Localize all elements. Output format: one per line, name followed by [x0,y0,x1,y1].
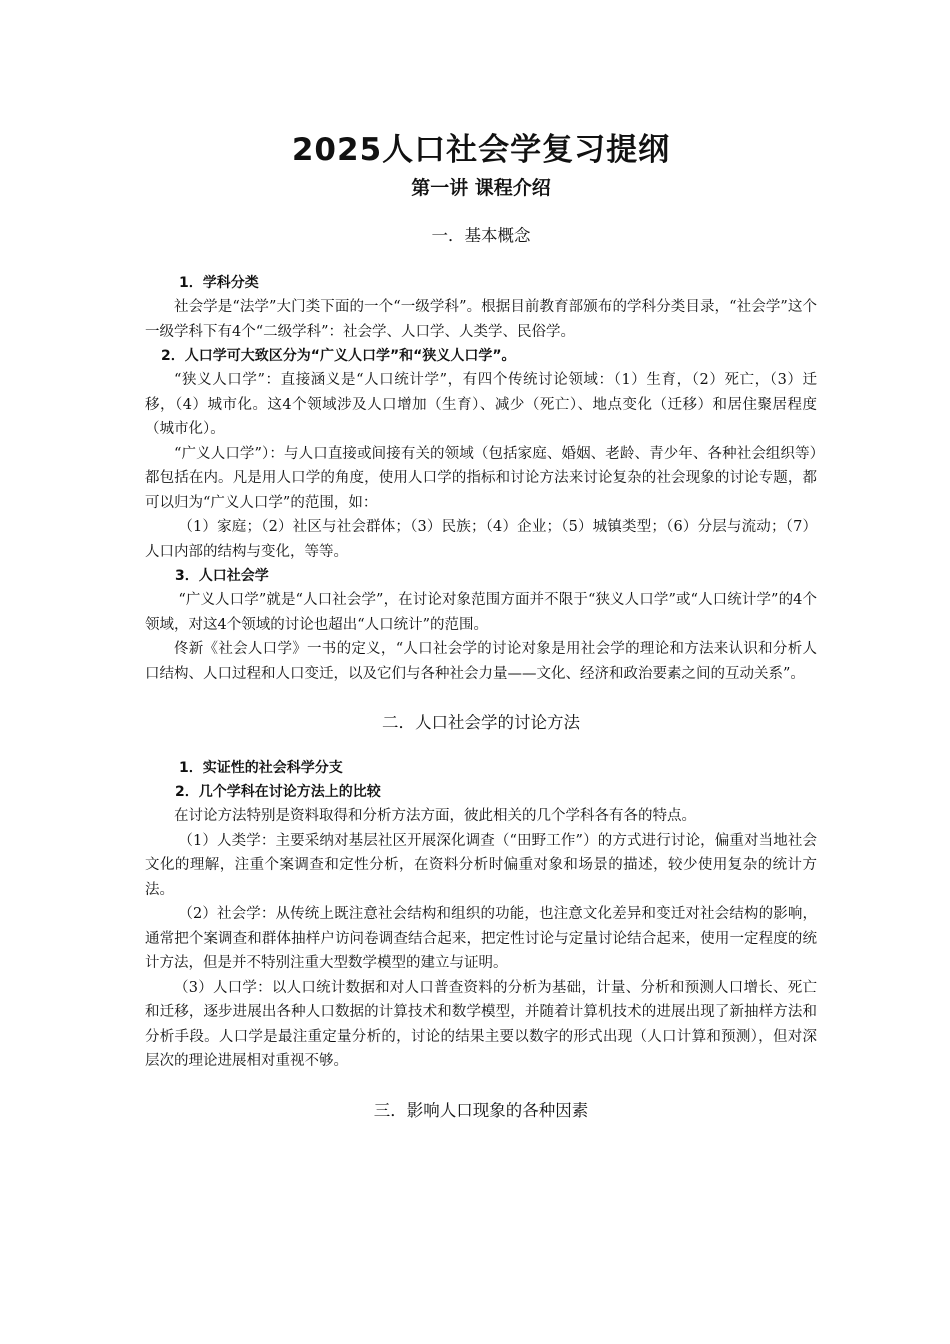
document-content [145,128,817,1124]
section-heading-research-methods: 二．人口社会学的讨论方法 [382,713,580,732]
paragraph: 在讨论方法特别是资料取得和分析方法方面，彼此相关的几个学科各有各的特点。 [174,808,696,824]
paragraph: 社会学是“法学”大门类下面的一个“一级学科”。根据目前教育部颁布的学科分类目录，“社会学”这个一级学科下有4个“二级学科”：社会学、人口学、人类学、民俗学。 [145,299,817,340]
subheading-population-sociology: 3．人口社会学 [175,568,269,584]
subheading-discipline-classification: 1．学科分类 [179,275,259,291]
subheading-methods-comparison: 2．几个学科在讨论方法上的比较 [175,784,381,800]
paragraph: （2）社会学：从传统上既注意社会结构和组织的功能，也注意文化差异和变迁对社会结构的影响，通常把个案调查和群体抽样户访问卷调查结合起来，把定性讨论与定量讨论结合起来，使用一定程度的统计方法，但是并不特别注重大型数学模型的建立与证明。 [145,906,817,971]
paragraph: “广义人口学”就是“人口社会学”，在讨论对象范围方面并不限于“狭义人口学”或“人口统计学”的4个领域，对这4个领域的讨论也超出“人口统计”的范围。 [145,592,817,633]
section-heading-influencing-factors: 三．影响人口现象的各种因素 [373,1100,589,1120]
subheading-empirical-branch: 1．实证性的社会科学分支 [179,760,343,776]
paragraph: “广义人口学”）：与人口直接或间接有关的领域（包括家庭、婚姻、老龄、青少年、各种社会组织等）都包括在内。凡是用人口学的角度，使用人口学的指标和讨论方法来讨论复杂的社会现象的讨论专题，都可以归为“广义人口学”的范围，如： [145,445,817,511]
paragraph: （3）人口学：以人口统计数据和对人口普查资料的分析为基础，计量、分析和预测人口增长、死亡和迁移，逐步进展出各种人口数据的计算技术和数学模型，并随着计算机技术的进展出现了新抽样方法和分析手段。人口学是最注重定量分析的，讨论的结果主要以数字的形式出现（人口计算和预测），但对深层次的理论进展相对重视不够。 [145,979,817,1069]
document-title: 2025人口社会学复习提纲 [291,132,671,168]
paragraph: “狭义人口学”：直接涵义是“人口统计学”，有四个传统讨论领域：（1）生育，（2）死亡，（3）迁移，（4）城市化。这4个领域涉及人口增加（生育）、减少（死亡）、地点变化（迁移）和居住聚居程度（城市化）。 [145,372,817,437]
paragraph: 佟新《社会人口学》一书的定义，“人口社会学的讨论对象是用社会学的理论和方法来认识和分析人口结构、人口过程和人口变迁，以及它们与各种社会力量——文化、经济和政治要素之间的互动关系”。 [145,641,817,682]
lecture-title: 第一讲 课程介绍 [411,177,551,199]
paragraph: （1）人类学：主要采纳对基层社区开展深化调查（“田野工作”）的方式进行讨论，偏重对当地社会文化的理解，注重个案调查和定性分析，在资料分析时偏重对象和场景的描述，较少使用复杂的统计方法。 [145,832,817,898]
paragraph: （1）家庭；（2）社区与社会群体；（3）民族；（4）企业；（5）城镇类型；（6）分层与流动；（7）人口内部的结构与变化，等等。 [145,519,817,560]
subheading-broad-narrow-demography: 2．人口学可大致区分为“广义人口学”和“狭义人口学”。 [161,348,516,364]
section-heading-basic-concepts: 一．基本概念 [431,226,531,245]
